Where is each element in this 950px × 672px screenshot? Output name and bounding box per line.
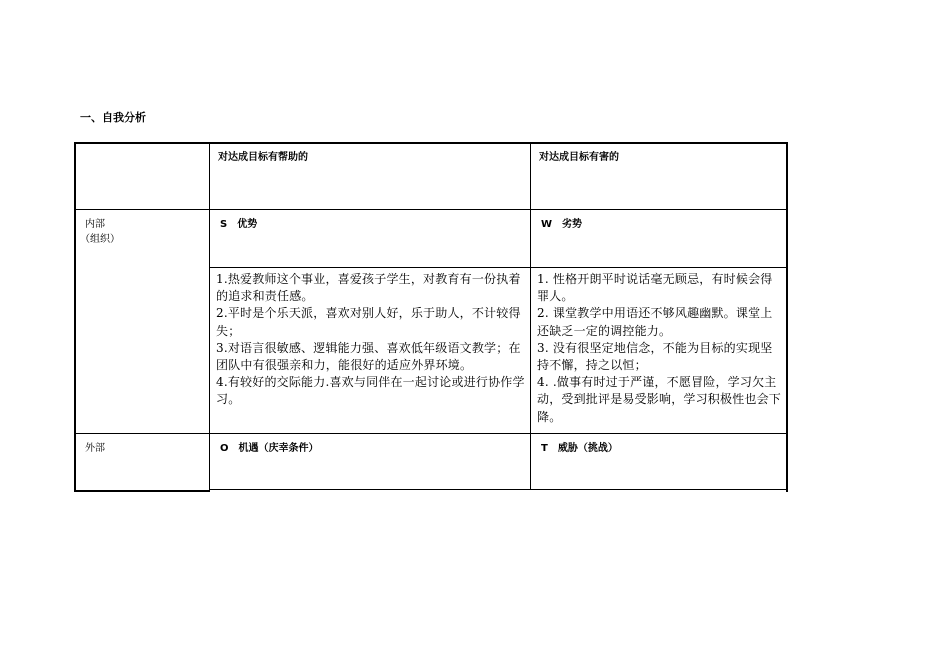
header-harmful: 对达成目标有害的: [539, 152, 619, 163]
table-border-right: [786, 142, 788, 492]
strengths-title: S 优势: [220, 219, 258, 230]
swot-table: [74, 142, 788, 492]
table-border-top: [74, 142, 788, 144]
external-label: 外部: [85, 443, 105, 454]
table-border-bottom-right: [210, 489, 788, 490]
list-item: 3. 没有很坚定地信念，不能为目标的实现坚持不懈，持之以恒；: [537, 340, 773, 373]
internal-label: 内部: [85, 219, 105, 230]
list-item: 2.平时是个乐天派，喜欢对别人好，乐于助人，不计较得失；: [216, 306, 521, 338]
column-divider-1: [209, 142, 210, 492]
strengths-list: [216, 271, 526, 409]
list-item: 3.对语言很敏感、逻辑能力强、喜欢低年级语文教学；在团队中有很强亲和力，能很好的适应外界环境。: [216, 340, 521, 373]
row-divider-header: [74, 209, 788, 210]
internal-label-sub: （组织）: [80, 234, 120, 245]
list-item: 1. 性格开朗平时说话毫无顾忌，有时候会得罪人。: [537, 272, 773, 304]
row-divider-titles: [210, 267, 788, 268]
weaknesses-list: [537, 271, 783, 426]
opportunities-title: O 机遇（庆幸条件）: [220, 443, 319, 454]
list-item: 1.热爱教师这个事业，喜爱孩子学生，对教育有一份执着的追求和责任感。: [216, 272, 521, 304]
threats-title: T 威胁（挑战）: [541, 443, 618, 454]
weaknesses-title: W 劣势: [541, 219, 583, 230]
header-helpful: 对达成目标有帮助的: [218, 152, 308, 163]
list-item: 2. 课堂教学中用语还不够风趣幽默。课堂上还缺乏一定的调控能力。: [537, 306, 773, 338]
list-item: 4.有较好的交际能力.喜欢与同伴在一起讨论或进行协作学习。: [216, 375, 525, 407]
row-divider-external: [74, 433, 788, 434]
table-border-left: [74, 142, 76, 492]
section-heading: 一、自我分析: [80, 111, 146, 124]
column-divider-2: [530, 142, 531, 489]
table-border-bottom-left: [74, 490, 210, 492]
list-item: 4. .做事有时过于严谨，不愿冒险，学习欠主动，受到批评是易受影响，学习积极性也会下降。: [537, 375, 782, 424]
